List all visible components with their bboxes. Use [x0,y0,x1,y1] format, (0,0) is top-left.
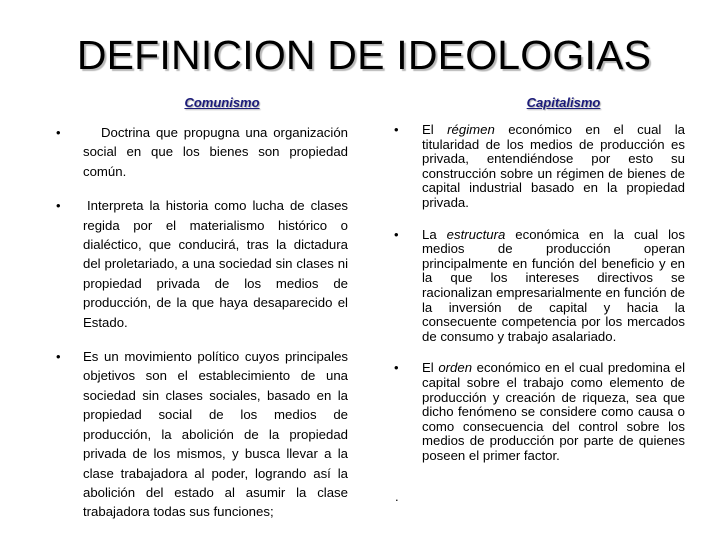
bullet-icon: • [394,226,399,242]
list-item [392,361,685,463]
bullet-icon: • [56,198,61,214]
bullet-icon: • [394,360,399,376]
list-item-emphasis: estructura [446,226,506,242]
bullet-icon: • [56,125,61,140]
trailing-mark: . [395,489,399,504]
bullet-icon: • [394,122,399,137]
capitalismo-heading: Capitalismo [526,95,601,110]
list-item-emphasis: orden [438,360,473,376]
list-item-text-pre: El [422,122,448,137]
list-item-text-post: económica en la cual los medios de producción operan principalmente en función del beneficio y en la que los intereses directivos se racionalizan empresarialmente en función de la inversión de capital y hacia la consecuente competencia por los mercados de consumo y trabajo asalariado. [422,226,685,344]
list-item-text: Interpreta la historia como lucha de clases regida por el materialismo histórico o dialéctico, que conducirá, tras la dictadura del proletariado, a una sociedad sin clases ni propiedad privada de los medios de producción, de la que haya desaparecido el Estado. [83,198,348,330]
list-item-text: Es un movimiento político cuyos principales objetivos son el establecimiento de una sociedad sin clases sociales, basado en la propiedad social de los medios de producción, la abolición de la propiedad privada de los mismos, y busca llevar a la clase trabajadora al poder, logrando así la abolición del estado al asumir la clase trabajadora todas sus funciones; [83,349,348,520]
list-item-text-post: económico en el cual la titularidad de los medios de producción es privada, entendiéndose por esto su construcción sobre un régimen de bienes de capital industrial basado en la propiedad privada. [422,122,686,210]
list-item [392,228,685,345]
list-item [56,196,348,332]
list-item-text-pre: La [422,226,447,242]
comunismo-column [56,95,348,537]
list-item-emphasis: régimen [447,122,495,137]
comunismo-heading: Comunismo [184,95,260,110]
list-item-text-post: económico en el cual predomina el capital sobre el trabajo como elemento de producción y creación de riqueza, sea que dicho fenómeno se considere como causa o como consecuencia del control sobre los medios de producción por parte de quienes poseen el primer factor. [422,360,685,463]
page-title: DEFINICION DE IDEOLOGIAS [76,32,652,78]
list-item-text-pre: El [422,360,439,376]
capitalismo-list [392,123,685,463]
list-item [56,123,348,181]
list-item [392,123,685,211]
capitalismo-column [392,95,685,480]
bullet-icon: • [56,349,61,365]
list-item [56,347,348,522]
list-item-text: Doctrina que propugna una organización social en que los bienes son propiedad común. [83,125,348,179]
comunismo-list [56,123,348,522]
